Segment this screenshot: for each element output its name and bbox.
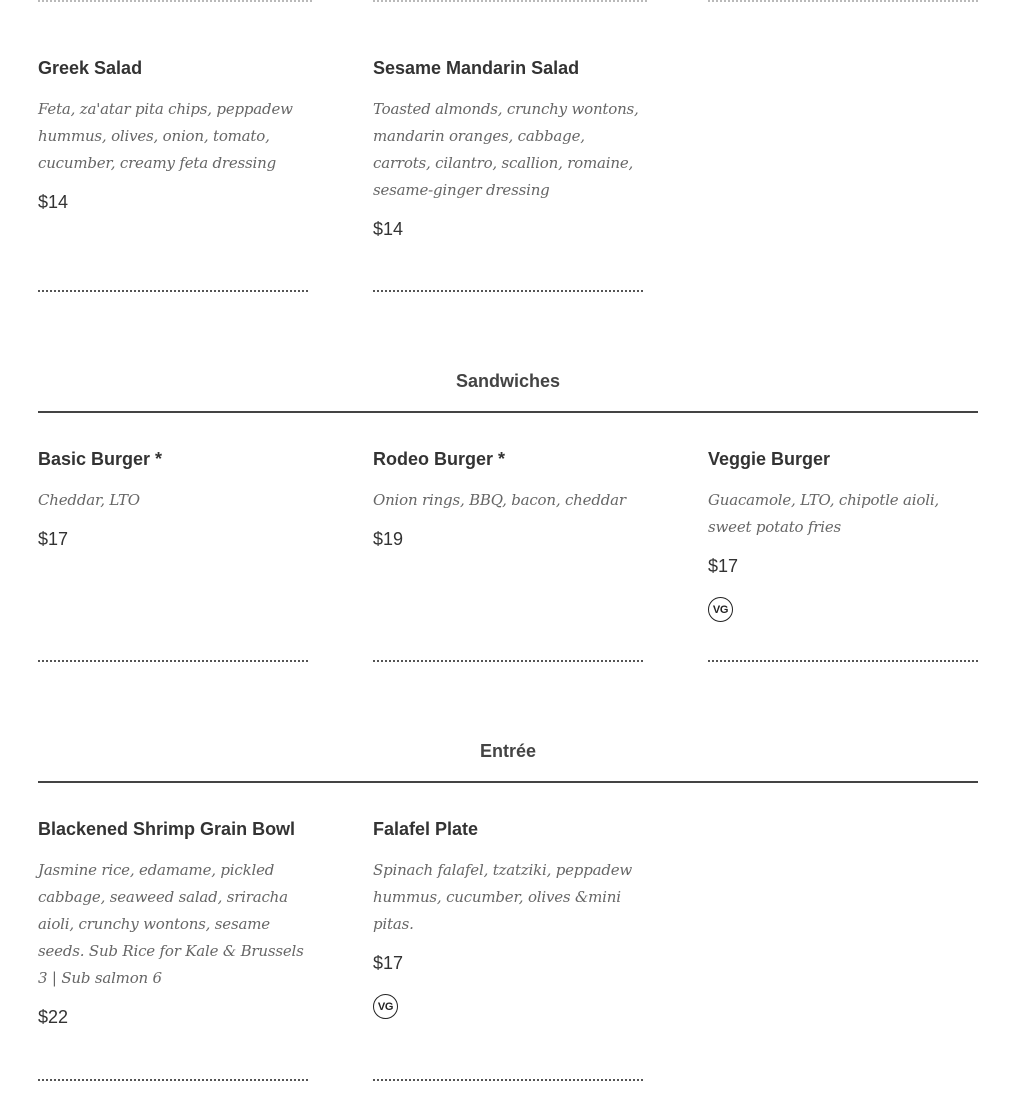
item-title: Sesame Mandarin Salad — [373, 58, 580, 78]
item-description: Spinach falafel, tzatziki, peppadew hummus, cucumber, olives &mini pitas. — [373, 861, 633, 933]
item-title: Blackened Shrimp Grain Bowl — [38, 819, 296, 839]
section-rule — [38, 781, 978, 783]
menu-item-veggie-burger[interactable] — [708, 448, 980, 622]
menu-item-greek-salad[interactable] — [38, 57, 310, 213]
item-title: Rodeo Burger * — [373, 449, 506, 469]
item-price: $14 — [373, 219, 404, 239]
dotted-divider — [38, 286, 308, 292]
item-title: Veggie Burger — [708, 449, 831, 469]
item-title: Falafel Plate — [373, 819, 479, 839]
item-description: Onion rings, BBQ, bacon, cheddar — [373, 491, 626, 509]
vegan-badge-icon: VG — [373, 994, 398, 1019]
item-price: $19 — [373, 529, 404, 549]
divider — [708, 0, 978, 4]
item-description: Guacamole, LTO, chipotle aioli, sweet potato fries — [708, 491, 939, 536]
menu-item-rodeo-burger[interactable] — [373, 448, 645, 550]
menu-item-basic-burger[interactable] — [38, 448, 310, 550]
dotted-divider — [38, 1075, 308, 1081]
item-price: $14 — [38, 192, 69, 212]
item-price: $17 — [373, 953, 404, 973]
dotted-divider — [38, 656, 308, 662]
dotted-divider — [373, 286, 643, 292]
item-price: $17 — [38, 529, 69, 549]
item-price: $22 — [38, 1007, 69, 1027]
section-title-sandwiches: Sandwiches — [455, 371, 561, 391]
item-description: Toasted almonds, crunchy wontons, mandarin oranges, cabbage, carrots, cilantro, scallion, romaine, sesame-ginger dressing — [373, 100, 639, 199]
section-rule — [38, 411, 978, 413]
item-description: Jasmine rice, edamame, pickled cabbage, seaweed salad, sriracha aioli, crunchy wontons, sesame seeds. Sub Rice for Kale & Brussels 3 | Sub salmon 6 — [38, 861, 304, 987]
menu-item-blackened-shrimp-grain-bowl[interactable] — [38, 818, 310, 1028]
menu-item-falafel-plate[interactable] — [373, 818, 645, 1019]
vegan-badge-icon: VG — [708, 597, 733, 622]
dotted-divider — [373, 1075, 643, 1081]
item-title: Greek Salad — [38, 58, 143, 78]
item-description: Feta, za'atar pita chips, peppadew hummus, olives, onion, tomato, cucumber, creamy feta dressing — [38, 100, 293, 172]
dotted-divider — [373, 656, 643, 662]
section-title-entree: Entrée — [479, 741, 537, 761]
divider — [38, 0, 312, 4]
menu-item-sesame-mandarin-salad[interactable] — [373, 57, 645, 240]
item-title: Basic Burger * — [38, 449, 163, 469]
item-description: Cheddar, LTO — [38, 491, 140, 509]
dotted-divider — [708, 656, 978, 662]
divider — [373, 0, 647, 4]
item-price: $17 — [708, 556, 739, 576]
